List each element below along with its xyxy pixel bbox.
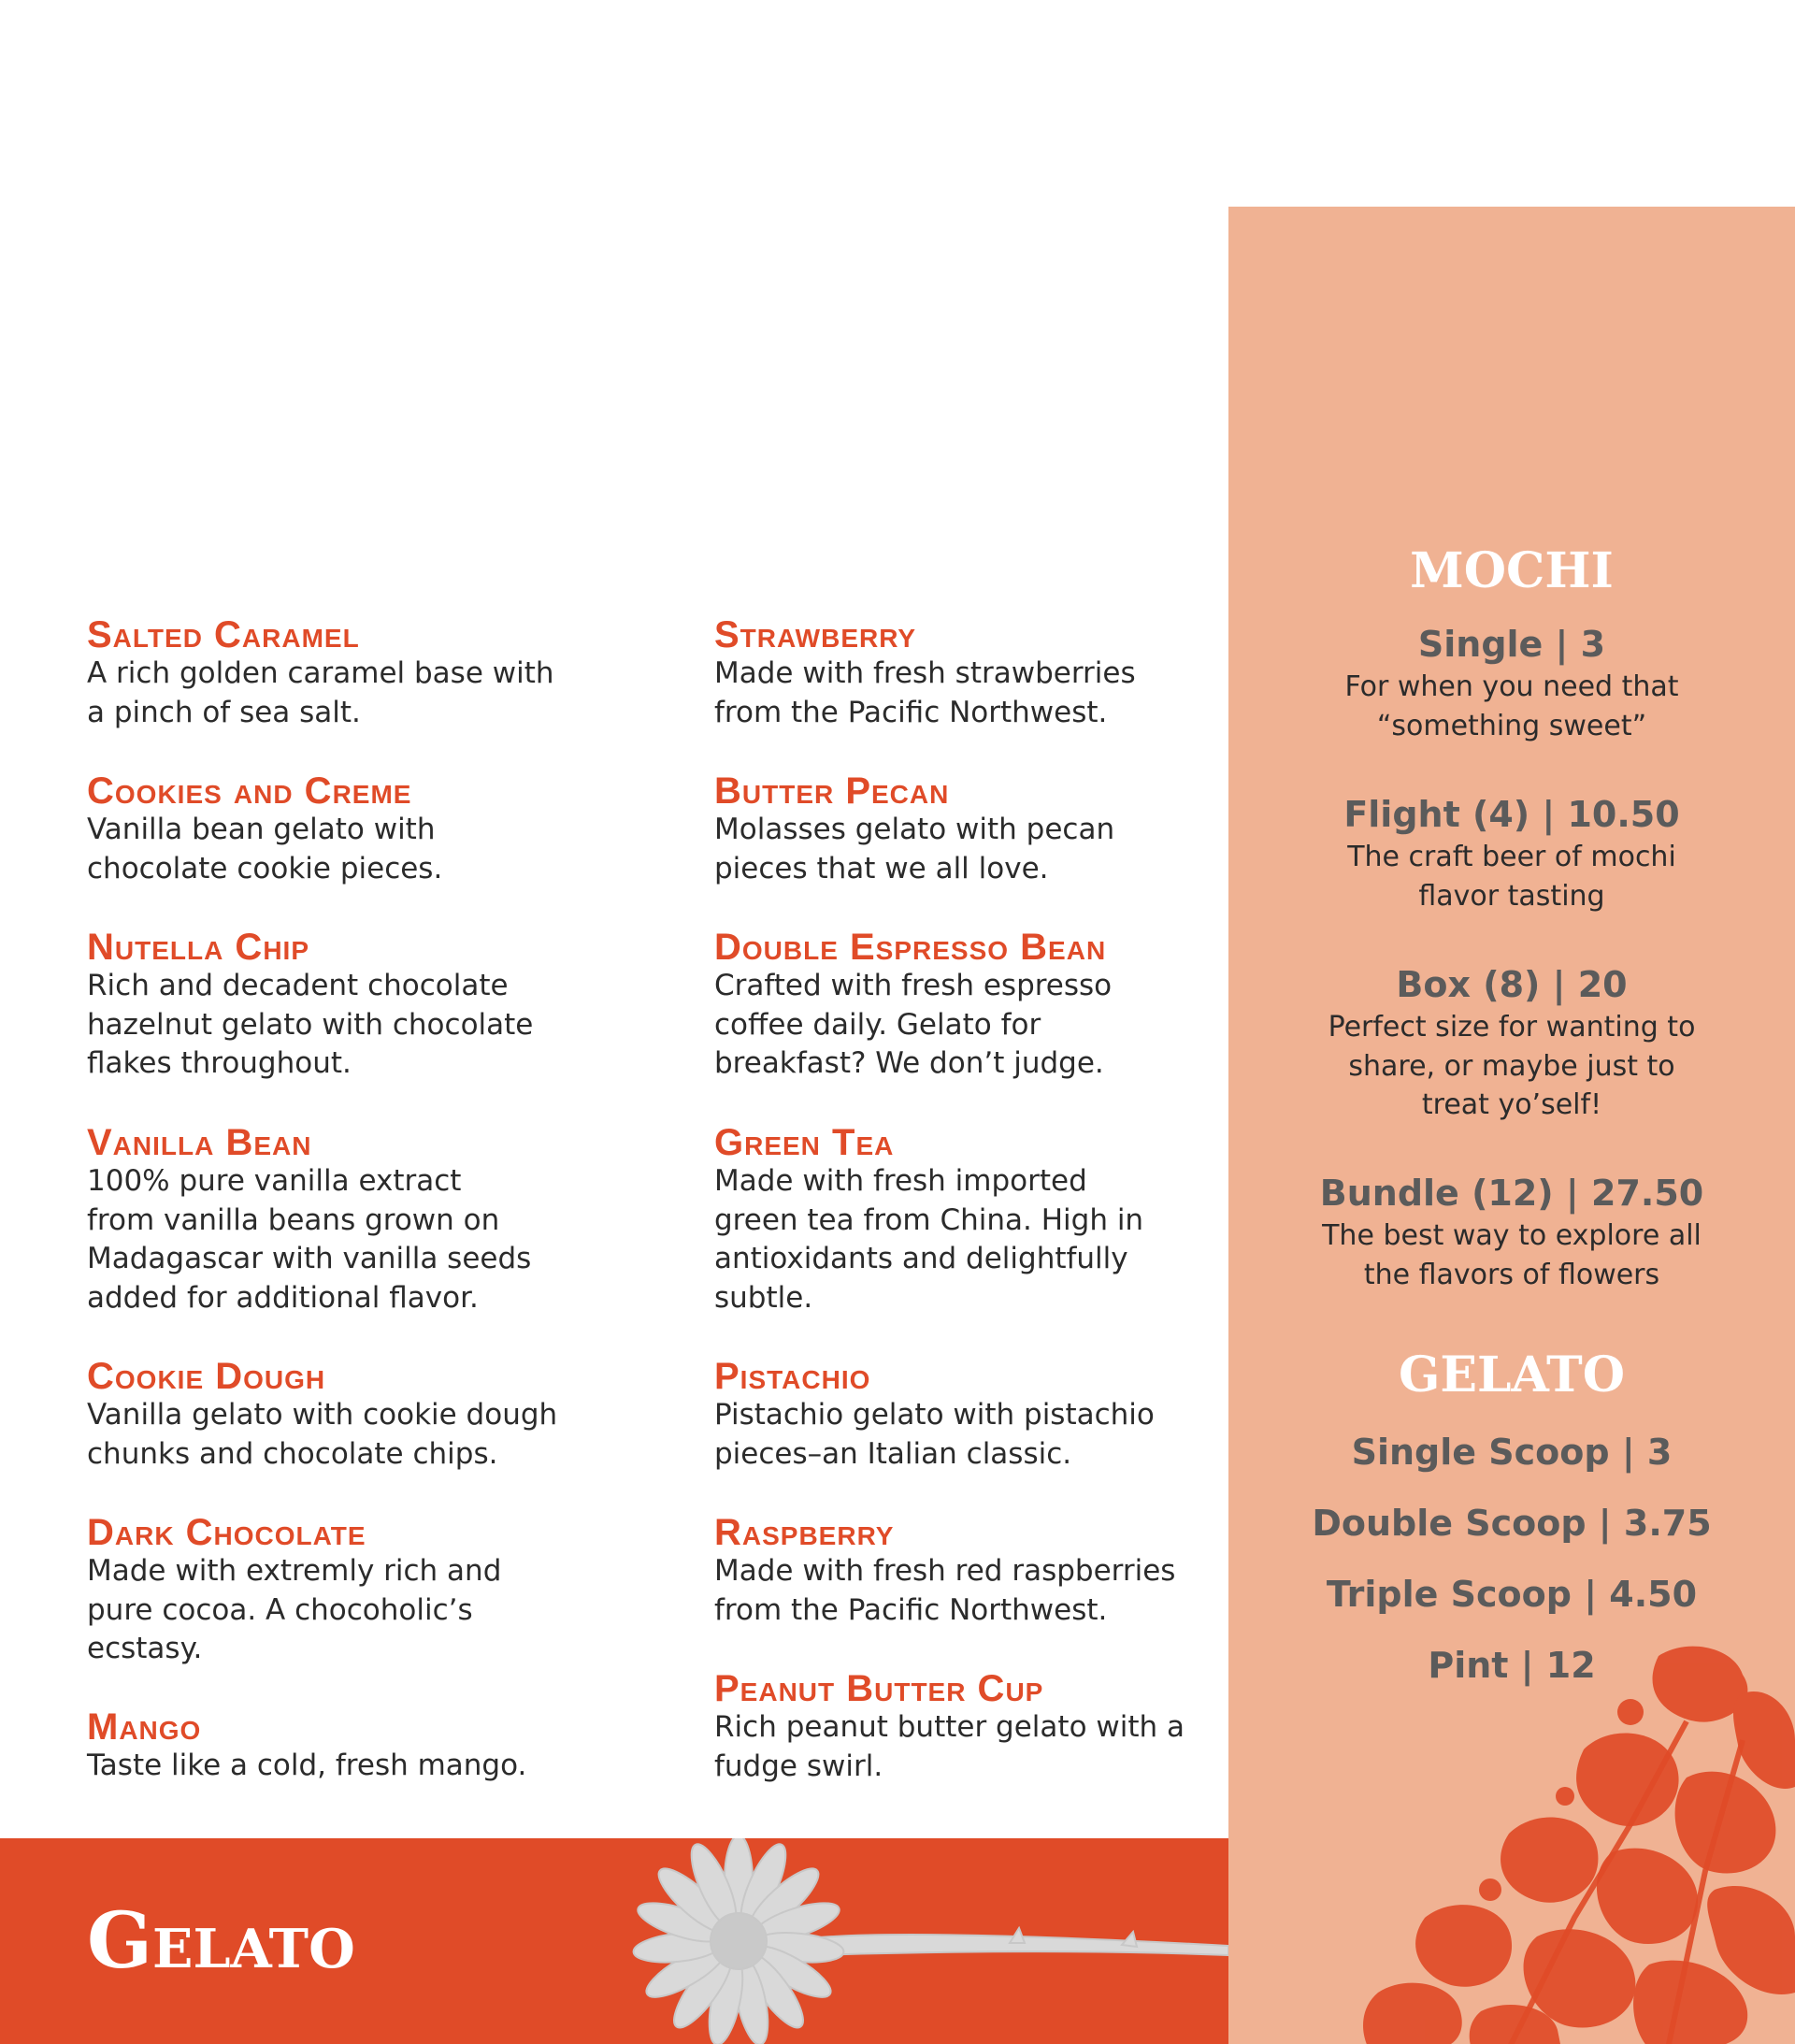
flavor-name: Strawberry [714,614,917,655]
flavor-description: Rich peanut butter gelato with a fudge swirl. [714,1710,1185,1783]
flavor-name: Butter Pecan [714,770,950,812]
flavor-description: Vanilla gelato with cookie dough chunks and chocolate chips. [87,1398,558,1471]
flavor-item [714,928,1275,1084]
daisy-flower-icon [598,1838,1228,2044]
flavor-name: Pistachio [714,1356,871,1397]
flavor-item [87,771,648,888]
flavor-name: Cookie Dough [87,1356,326,1397]
flavor-name: Double Espresso Bean [714,927,1107,968]
flavor-item [714,771,1275,888]
mochi-item-title: Box (8) | 20 [1396,964,1628,1005]
flavor-name: Mango [87,1706,202,1748]
flavor-name: Vanilla Bean [87,1122,312,1163]
flavor-description: 100% pure vanilla extract from vanilla beans grown on Madagascar with vanilla seeds added for additional flavor. [87,1164,532,1315]
flavor-item [87,928,648,1084]
flavor-name: Raspberry [714,1512,895,1553]
gelato-price-item: Triple Scoop | 4.50 [1326,1574,1698,1615]
flavor-name: Green Tea [714,1122,895,1163]
gelato-price-item: Pint | 12 [1428,1645,1596,1686]
flavor-name: Salted Caramel [87,614,360,655]
banner-title: Gelato [87,1896,355,1986]
mochi-heading: MOCHI [1410,542,1614,599]
flavor-item [87,1123,648,1317]
mochi-item-title: Bundle (12) | 27.50 [1319,1173,1704,1214]
foliage-illustration [1350,1637,1795,2044]
mochi-item-description: The craft beer of mochi flavor tasting [1347,841,1676,913]
flavor-item [87,615,648,732]
flavor-description: A rich golden caramel base with a pinch of sea salt. [87,656,554,729]
mochi-item-title: Single | 3 [1417,624,1606,665]
gelato-price-item: Double Scoop | 3.75 [1312,1503,1712,1544]
pricing-panel [1228,207,1795,2044]
mochi-item-description: The best way to explore all the flavors of flowers [1322,1219,1702,1291]
flavor-description: Made with extremly rich and pure cocoa. A chocoholic’s ecstasy. [87,1554,502,1665]
flavor-description: Made with fresh imported green tea from China. High in antioxidants and delightfully subtle. [714,1164,1144,1315]
flavor-description: Vanilla bean gelato with chocolate cookie pieces. [87,813,443,885]
flavor-item [87,1357,648,1474]
flavor-description: Rich and decadent chocolate hazelnut gelato with chocolate flakes throughout. [87,969,534,1080]
flavor-description: Taste like a cold, fresh mango. [87,1749,527,1782]
flavor-description: Made with fresh strawberries from the Pacific Northwest. [714,656,1136,729]
flavor-item [714,615,1275,732]
flavor-item [714,1123,1275,1317]
mochi-item-title: Flight (4) | 10.50 [1343,794,1680,835]
flavor-description: Molasses gelato with pecan pieces that we all love. [714,813,1115,885]
flavor-name: Peanut Butter Cup [714,1668,1044,1709]
mochi-item-description: Perfect size for wanting to share, or maybe just to treat yo’self! [1328,1011,1696,1121]
mochi-item-description: For when you need that “something sweet” [1344,670,1679,742]
flavor-name: Cookies and Creme [87,770,412,812]
flavor-item [87,1707,648,1786]
flavor-item [714,1513,1275,1630]
gelato-price-heading: GELATO [1398,1346,1626,1403]
flavor-item [87,1513,648,1669]
flavor-name: Dark Chocolate [87,1512,366,1553]
flavor-description: Crafted with fresh espresso coffee daily. Gelato for breakfast? We don’t judge. [714,969,1113,1080]
flavor-item [714,1669,1275,1786]
flavor-description: Pistachio gelato with pistachio pieces–an Italian classic. [714,1398,1155,1471]
title-banner [0,1838,1228,2044]
gelato-price-item: Single Scoop | 3 [1351,1432,1673,1473]
flavor-name: Nutella Chip [87,927,309,968]
flavor-description: Made with fresh red raspberries from the Pacific Northwest. [714,1554,1176,1627]
flavor-item [714,1357,1275,1474]
